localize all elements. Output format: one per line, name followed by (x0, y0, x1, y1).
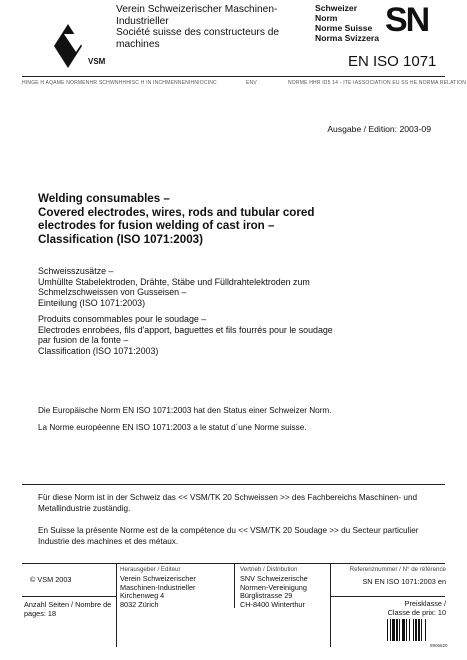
title-line: Classification (ISO 1071:2003) (38, 232, 203, 246)
sn-text: SN (385, 1, 429, 38)
barcode-bar (387, 619, 388, 641)
distributor-line: Normen-Vereinigung (240, 582, 307, 592)
norm-name-fr: Norme Suisse (315, 23, 373, 33)
header-ref-mid: ENV (246, 80, 257, 86)
organisation-name (116, 4, 286, 50)
publisher-line: Maschinen-Industrieller (120, 582, 196, 592)
barcode-bar (425, 619, 426, 641)
barcode-bar (409, 619, 410, 641)
barcode-bar (396, 619, 398, 641)
distributor-line: SNV Schweizerische (240, 574, 308, 583)
barcode-bar (418, 619, 420, 641)
norm-names (315, 3, 381, 43)
intro-fr: En Suisse la présente Norme est de la compétence du << VSM/TK 20 Soudage >> du Secteur particulier Industrie des machines et des métaux. (38, 526, 419, 546)
barcode-bar (415, 619, 417, 641)
org-line: Industrieller (116, 15, 169, 27)
header-ref-left: HINGE H AQAME NORMENHR SCHWNHHHISC H IN INCHMENNENIHNIOCINC (22, 80, 217, 86)
title-line: Covered electrodes, wires, rods and tubular cored (38, 205, 315, 219)
french-line: Electrodes enrobées, fils d'apport, baguettes et fils fourrés pour le soudage (38, 324, 333, 335)
reference-number: SN EN ISO 1071:2003 en (362, 577, 446, 586)
norm-name-it: Norma Svizzera (315, 33, 380, 43)
footer-right-rule (330, 596, 445, 597)
intro-de: Für diese Norm ist in der Schweiz das << VSM/TK 20 Schweissen >> des Fachbereichs Maschinen- und Metallindustrie zuständig. (38, 493, 418, 513)
footer-col-divider (234, 563, 235, 608)
barcode-bar (390, 619, 391, 641)
barcode-bar (392, 619, 395, 641)
german-line: Umhüllte Stabelektroden, Drähte, Stäbe und Fülldrahtelektroden zum (38, 276, 310, 287)
barcode-bar (413, 619, 414, 641)
status-de: Die Europäische Norm EN ISO 1071:2003 hat den Status einer Schweizer Norm. (38, 406, 332, 415)
barcode-bar (406, 619, 407, 641)
header-ref-right: NORME HHR ID5 14 - ITE IASSOCIATION EU SS HE NORMA RELATION (288, 80, 467, 86)
distributor-line: CH-8400 Winterthur (240, 599, 305, 609)
edition: Ausgabe / Edition: 2003-09 (327, 124, 431, 134)
french-line: Classification (ISO 1071:2003) (38, 345, 159, 356)
footer-left-rule (22, 596, 116, 597)
logo-text: VSM (88, 57, 106, 66)
pages-label: Anzahl Seiten / Nombre de pages: 18 (24, 600, 112, 618)
publisher-line: 8032 Zürich (120, 599, 159, 609)
english-title (38, 192, 448, 246)
title-line: electrodes for fusion welding of cast iron – (38, 219, 275, 232)
german-title (38, 266, 358, 308)
price-line: Preisklasse / (404, 599, 446, 608)
french-title (38, 314, 368, 356)
status-fr: La Norme européenne EN ISO 1071:2003 a le statut d´une Norme suisse. (38, 423, 307, 432)
barcode (386, 619, 446, 641)
reference-heading: Referenznummer / N° de référence (349, 566, 446, 573)
title-line: Welding consumables – (38, 192, 170, 205)
publisher (120, 575, 196, 609)
org-line: machines (116, 38, 160, 50)
org-line: Société suisse des constructeurs de (116, 27, 280, 38)
price-line: Classe de prix: 10 (387, 607, 446, 617)
german-line: Einteilung (ISO 1071:2003) (38, 297, 146, 308)
publisher-line: Verein Schweizerischer (120, 574, 196, 583)
header-divider (22, 76, 445, 77)
distributor-line: Bürglistrasse 29 (240, 591, 293, 601)
footer-col-divider (330, 563, 331, 647)
distribution-heading: Vertrieb / Distribution (240, 566, 298, 573)
standard-code: EN ISO 1071 (348, 53, 437, 70)
german-line: Schweisszusätze – (38, 266, 114, 276)
publisher-heading: Herausgeber / Editeur (120, 566, 181, 573)
french-line: par fusion de la fonte – (38, 335, 129, 346)
barcode-bar (402, 619, 405, 641)
org-line: Verein Schweizerischer Maschinen- (116, 4, 278, 15)
footer-col-divider (116, 563, 117, 647)
german-line: Schmelzschweissen von Gusseisen – (38, 287, 187, 298)
distributor (240, 575, 308, 609)
vsm-logo (52, 22, 106, 70)
sn-logo (385, 0, 437, 38)
copyright: © VSM 2003 (30, 575, 72, 584)
price-class (336, 600, 446, 617)
barcode-bar (399, 619, 400, 641)
french-line: Produits consommables pour le soudage – (38, 314, 207, 324)
barcode-bar (421, 619, 422, 641)
barcode-number: 9906620 (430, 643, 448, 648)
norm-name-de: Schweizer Norm (315, 3, 358, 23)
intro-divider (22, 484, 445, 485)
publisher-line: Kirchenweg 4 (120, 591, 165, 601)
